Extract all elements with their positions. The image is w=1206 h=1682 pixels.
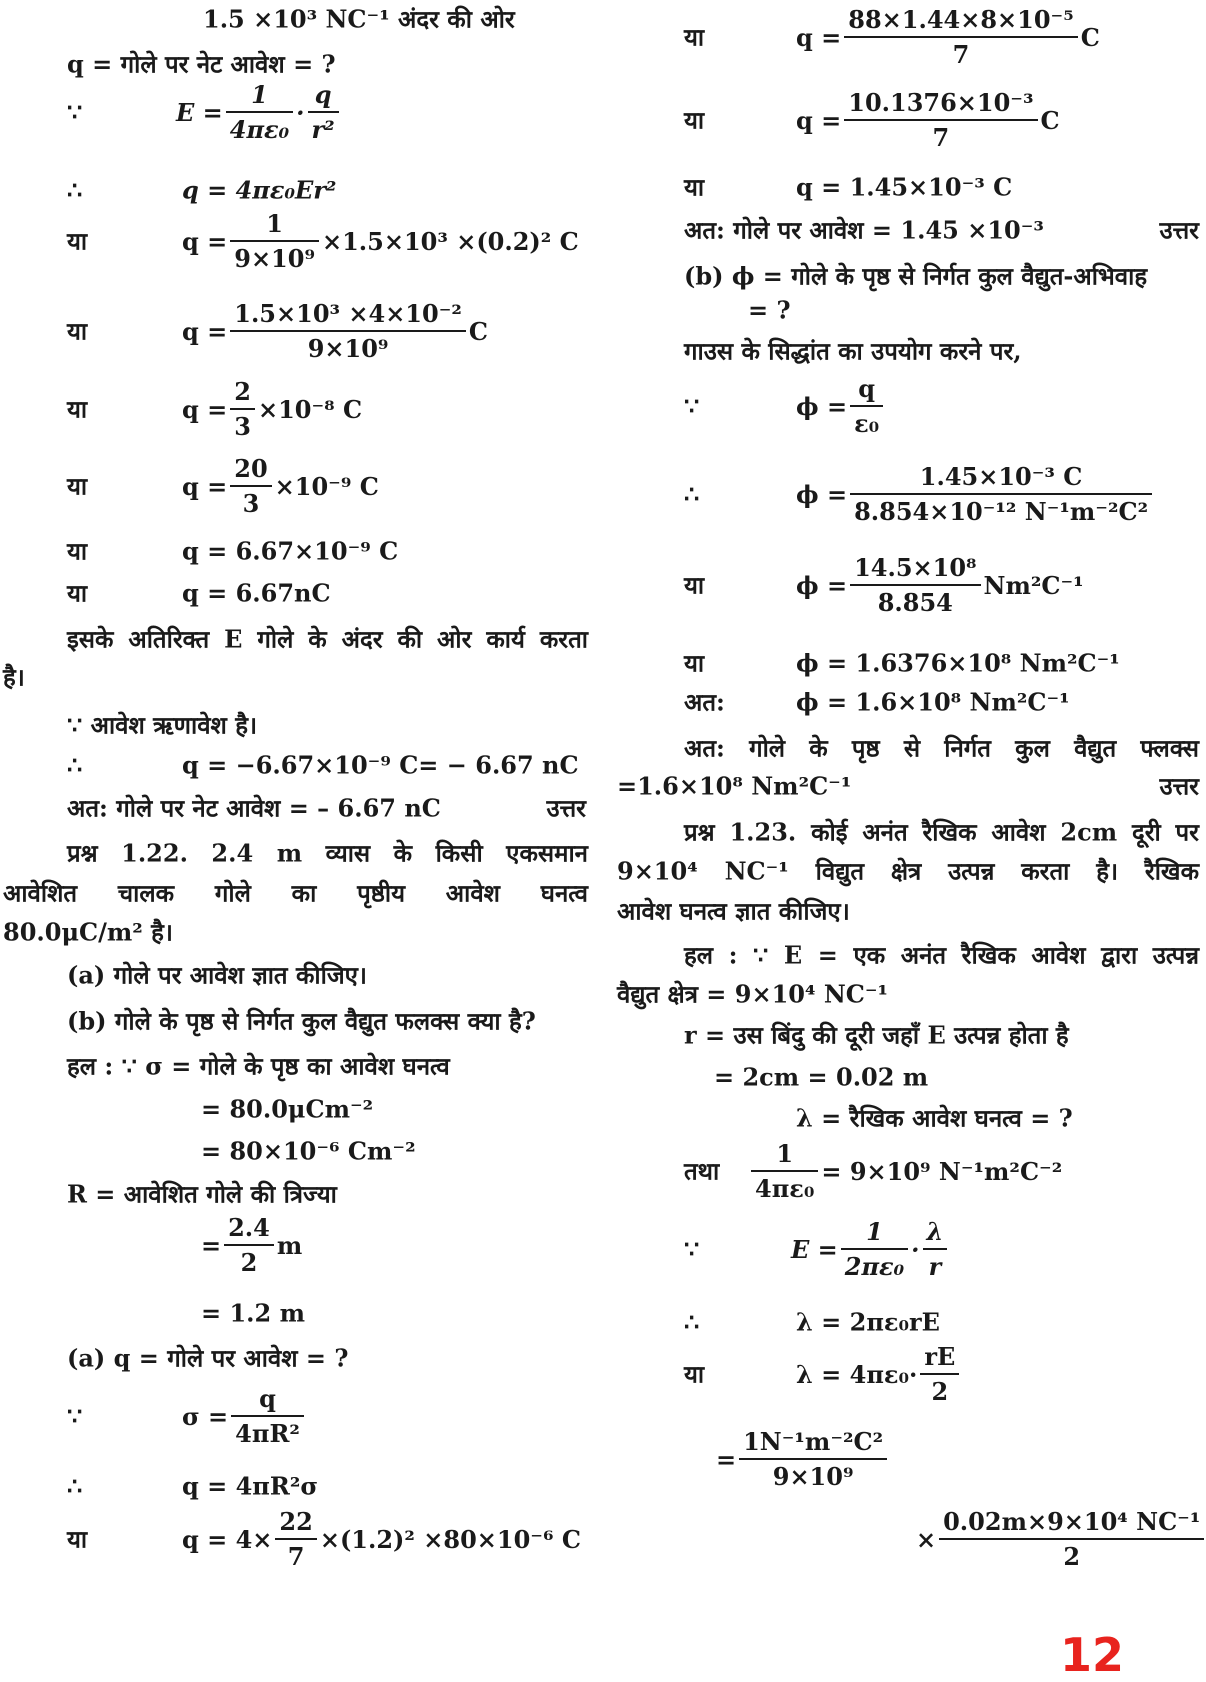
or-label: या xyxy=(67,394,88,424)
or-label: या xyxy=(684,172,705,202)
answer-label: उत्तर xyxy=(1159,215,1199,245)
denominator: 2 xyxy=(939,1538,1204,1571)
equation: = 80.0μCm⁻² xyxy=(201,1094,374,1124)
equation xyxy=(796,374,886,438)
eq-lhs: q = xyxy=(182,394,228,424)
dot: · xyxy=(911,1234,920,1264)
equation: λ = 2πε₀rE xyxy=(796,1307,940,1337)
fraction xyxy=(841,1217,908,1281)
denominator: 9×10⁹ xyxy=(739,1458,887,1491)
dot: · xyxy=(296,97,305,127)
solution-line: R = आवेशित गोले की त्रिज्या xyxy=(67,1179,337,1209)
equation xyxy=(796,1342,962,1406)
eq-lhs: q = xyxy=(796,105,842,135)
or-label: या xyxy=(684,1359,705,1389)
equation: ϕ = 1.6×10⁸ Nm²C⁻¹ xyxy=(796,687,1070,717)
equation: q = 6.67nC xyxy=(182,578,331,608)
eq-lhs: q = xyxy=(182,226,228,256)
eq-rest: Nm²C⁻¹ xyxy=(983,570,1084,600)
equation: = 2cm = 0.02 m xyxy=(714,1062,929,1092)
or-label: या xyxy=(67,536,88,566)
equation xyxy=(796,462,1155,526)
fraction xyxy=(231,1384,304,1448)
or-label: या xyxy=(684,105,705,135)
equation: = 1.2 m xyxy=(201,1298,305,1328)
because-symbol: ∵ xyxy=(67,97,83,127)
eq-lhs: q = xyxy=(796,22,842,52)
eq-lhs: = xyxy=(201,1230,222,1260)
paragraph-line: इसके अतिरिक्त E गोले के अंदर की ओर कार्य करता xyxy=(67,624,588,654)
answer-line: अत: गोले पर आवेश = 1.45 ×10⁻³ xyxy=(684,215,1044,245)
denominator: 7 xyxy=(844,36,1077,69)
solution-line: (b) ϕ = गोले के पृष्ठ से निर्गत कुल वैद्युत-अभिवाह xyxy=(684,261,1148,291)
eq-lhs: = xyxy=(716,1444,737,1474)
numerator: 1 xyxy=(251,80,268,109)
denominator: 4πR² xyxy=(231,1415,304,1448)
or-label: या xyxy=(67,578,88,608)
fraction xyxy=(308,80,339,144)
fraction xyxy=(224,1213,274,1277)
therefore-symbol: ∴ xyxy=(67,175,83,205)
denominator: 8.854×10⁻¹² N⁻¹m⁻²C² xyxy=(850,493,1152,526)
eq-lhs: × xyxy=(916,1524,937,1554)
numerator: 0.02m×9×10⁴ NC⁻¹ xyxy=(943,1507,1201,1536)
fraction xyxy=(751,1139,818,1203)
question-part-a: (a) गोले पर आवेश ज्ञात कीजिए। xyxy=(67,960,367,990)
numerator: 1 xyxy=(266,209,283,238)
therefore-symbol: ∴ xyxy=(67,1471,83,1501)
denominator: 3 xyxy=(230,408,255,441)
paragraph-line: =1.6×10⁸ Nm²C⁻¹ xyxy=(617,771,852,801)
denominator: 4πε₀ xyxy=(226,111,293,144)
answer-label: उत्तर xyxy=(546,793,586,823)
equation xyxy=(182,299,488,363)
eq-lhs: ϕ = xyxy=(796,570,848,600)
therefore-symbol: ∴ xyxy=(684,1307,700,1337)
numerator: 1 xyxy=(866,1217,883,1246)
or-label: या xyxy=(67,316,88,346)
denominator: 7 xyxy=(275,1538,316,1571)
fraction xyxy=(230,209,319,273)
question-1-23-line: आवेश घनत्व ज्ञात कीजिए। xyxy=(617,896,850,926)
denominator: 9×10⁹ xyxy=(230,240,319,273)
equation xyxy=(182,454,379,518)
solution-line: (a) q = गोले पर आवेश = ? xyxy=(67,1343,349,1373)
solution-line: गाउस के सिद्धांत का उपयोग करने पर, xyxy=(684,336,1022,366)
solution-line: λ = रैखिक आवेश घनत्व = ? xyxy=(796,1103,1073,1133)
question-1-23-line: 9×10⁴ NC⁻¹ विद्युत क्षेत्र उत्पन्न करता है। रैखिक xyxy=(617,856,1199,886)
or-label: या xyxy=(67,1524,88,1554)
numerator: q xyxy=(858,374,875,403)
equation xyxy=(182,1384,307,1448)
eq-lhs: q = xyxy=(182,471,228,501)
fraction xyxy=(920,1342,959,1406)
or-label: या xyxy=(67,226,88,256)
eq-rest: ×(1.2)² ×80×10⁻⁶ C xyxy=(319,1524,581,1554)
equation xyxy=(796,553,1084,617)
or-label: या xyxy=(684,22,705,52)
fraction xyxy=(850,374,883,438)
fraction xyxy=(923,1217,948,1281)
numerator: 1N⁻¹m⁻²C² xyxy=(743,1427,884,1456)
or-label: या xyxy=(684,570,705,600)
eq-lhs: E = xyxy=(791,1234,838,1264)
answer-line: अत: गोले पर नेट आवेश = – 6.67 nC xyxy=(67,793,441,823)
equation xyxy=(748,1139,1062,1203)
eq-lhs: ϕ = xyxy=(796,479,848,509)
equation xyxy=(916,1507,1206,1571)
fraction xyxy=(850,462,1152,526)
eq-rest: C xyxy=(1080,22,1100,52)
numerator: λ xyxy=(926,1217,944,1246)
equation: q = 6.67×10⁻⁹ C xyxy=(182,536,399,566)
therefore-symbol: ∴ xyxy=(67,750,83,780)
denominator: r² xyxy=(308,111,339,144)
eq-rest: ×1.5×10³ ×(0.2)² C xyxy=(321,226,579,256)
eq-rest: = 9×10⁹ N⁻¹m²C⁻² xyxy=(821,1156,1063,1186)
fraction xyxy=(230,454,271,518)
equation xyxy=(796,5,1100,69)
answer-label: उत्तर xyxy=(1159,771,1199,801)
fraction xyxy=(230,377,255,441)
also-label: तथा xyxy=(684,1156,720,1186)
denominator: 2 xyxy=(224,1244,274,1277)
equation xyxy=(716,1427,890,1491)
question-part-b: (b) गोले के पृष्ठ से निर्गत कुल वैद्युत फलक्स क्या है? xyxy=(67,1006,536,1036)
page-number: 12 xyxy=(1060,1628,1125,1682)
equation xyxy=(791,1217,950,1281)
equation xyxy=(796,88,1060,152)
numerator: 20 xyxy=(234,454,268,483)
denominator: 2 xyxy=(920,1373,959,1406)
eq-lhs: λ = 4πε₀· xyxy=(796,1359,918,1389)
numerator: 2.4 xyxy=(228,1213,270,1242)
denominator: 8.854 xyxy=(850,584,980,617)
denominator: r xyxy=(923,1248,948,1281)
equation xyxy=(182,377,362,441)
because-symbol: ∵ xyxy=(684,1234,700,1264)
fraction xyxy=(939,1507,1204,1571)
numerator: 88×1.44×8×10⁻⁵ xyxy=(848,5,1074,34)
numerator: q xyxy=(314,80,332,109)
equation: q = 4πε₀Er² xyxy=(182,175,337,205)
fraction xyxy=(739,1427,887,1491)
eq-lhs: ϕ = xyxy=(796,391,848,421)
numerator: 1.5×10³ ×4×10⁻² xyxy=(234,299,462,328)
numerator: 14.5×10⁸ xyxy=(854,553,977,582)
paragraph-line: है। xyxy=(3,662,25,692)
numerator: 1 xyxy=(776,1139,794,1168)
numerator: rE xyxy=(924,1342,956,1371)
fraction xyxy=(844,5,1077,69)
solution-line: वैद्युत क्षेत्र = 9×10⁴ NC⁻¹ xyxy=(617,979,889,1009)
fraction xyxy=(844,88,1037,152)
equation: q = 4πR²σ xyxy=(182,1471,319,1501)
eq-rest: ×10⁻⁸ C xyxy=(257,394,363,424)
fraction xyxy=(226,80,293,144)
equation: q = 1.45×10⁻³ C xyxy=(796,172,1013,202)
hence-label: अत: xyxy=(684,687,725,717)
question-1-22-line: 80.0μC/m² है। xyxy=(3,917,173,947)
solution-line: = ? xyxy=(748,295,791,325)
eq-lhs: q = xyxy=(182,316,228,346)
eq-lhs: E = xyxy=(176,97,223,127)
numerator: q xyxy=(259,1384,276,1413)
paragraph-line: ∵ आवेश ऋणावेश है। xyxy=(67,710,258,740)
eq-lhs: q = 4× xyxy=(182,1524,273,1554)
equation: ϕ = 1.6376×10⁸ Nm²C⁻¹ xyxy=(796,648,1120,678)
question-1-23-line: प्रश्न 1.23. कोई अनंत रैखिक आवेश 2cm दूरी पर xyxy=(684,817,1199,847)
solution-line: हल : ∵ E = एक अनंत रैखिक आवेश द्वारा उत्पन्न xyxy=(684,940,1199,970)
denominator: 7 xyxy=(844,119,1037,152)
eq-lhs: σ = xyxy=(182,1401,229,1431)
numerator: 1.45×10⁻³ C xyxy=(919,462,1083,491)
because-symbol: ∵ xyxy=(684,391,700,421)
eq-rest: C xyxy=(468,316,488,346)
equation xyxy=(182,209,579,273)
eq-rest: ×10⁻⁹ C xyxy=(274,471,379,501)
denominator: 4πε₀ xyxy=(751,1170,818,1203)
denominator: 9×10⁹ xyxy=(230,330,466,363)
because-symbol: ∵ xyxy=(67,1401,83,1431)
question-1-22-line: प्रश्न 1.22. 2.4 m व्यास के किसी एकसमान xyxy=(67,838,588,868)
equation xyxy=(201,1213,302,1277)
line-field-value: 1.5 ×10³ NC⁻¹ अंदर की ओर xyxy=(203,4,515,34)
denominator: 2πε₀ xyxy=(841,1248,908,1281)
fraction xyxy=(230,299,466,363)
fraction xyxy=(275,1507,316,1571)
equation xyxy=(182,1507,581,1571)
numerator: 10.1376×10⁻³ xyxy=(848,88,1034,117)
eq-rest: C xyxy=(1040,105,1060,135)
numerator: 2 xyxy=(234,377,251,406)
equation: = 80×10⁻⁶ Cm⁻² xyxy=(201,1136,416,1166)
eq-rest: m xyxy=(276,1230,303,1260)
solution-line: हल : ∵ σ = गोले के पृष्ठ का आवेश घनत्व xyxy=(67,1051,450,1081)
or-label: या xyxy=(67,471,88,501)
or-label: या xyxy=(684,648,705,678)
denominator: 3 xyxy=(230,485,271,518)
solution-line: r = उस बिंदु की दूरी जहाँ E उत्पन्न होता है xyxy=(684,1020,1069,1050)
numerator: 22 xyxy=(279,1507,313,1536)
denominator: ε₀ xyxy=(850,405,883,438)
equation-field xyxy=(176,80,342,144)
question-1-22-line: आवेशित चालक गोले का पृष्ठीय आवेश घनत्व xyxy=(3,878,588,908)
equation: q = −6.67×10⁻⁹ C= − 6.67 nC xyxy=(182,750,579,780)
fraction xyxy=(850,553,980,617)
paragraph-line: अत: गोले के पृष्ठ से निर्गत कुल वैद्युत फ्लक्स xyxy=(684,733,1199,763)
therefore-symbol: ∴ xyxy=(684,479,700,509)
line-net-charge-question: q = गोले पर नेट आवेश = ? xyxy=(67,49,336,79)
